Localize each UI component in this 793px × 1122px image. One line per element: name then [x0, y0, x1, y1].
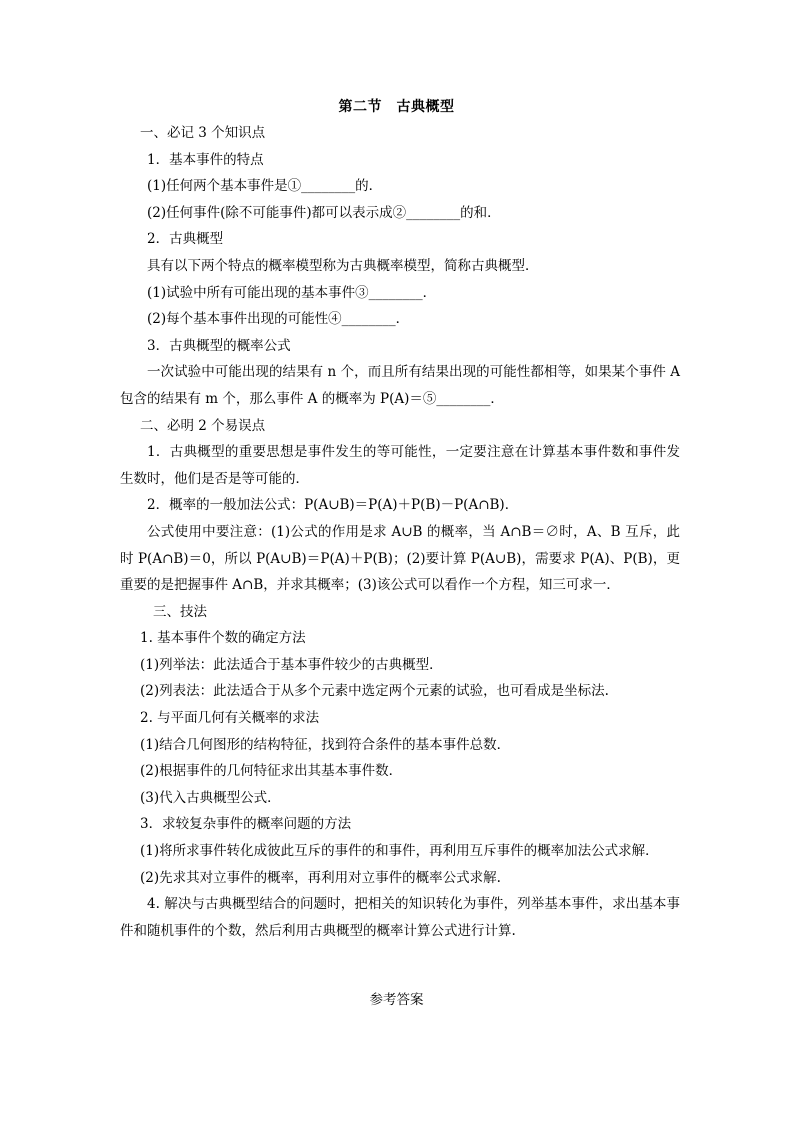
section-heading-1: 一、必记 3 个知识点: [140, 125, 266, 141]
text-line: (2)根据事件的几何特征求出其基本事件数．: [140, 763, 403, 780]
paragraph: 1．古典概型的重要思想是事件发生的等可能性，一定要注意在计算基本事件数和事件发生数时，他们是否是等可能的．: [120, 444, 680, 487]
paragraph: 公式使用中要注意：(1)公式的作用是求 A∪B 的概率，当 A∩B＝∅时，A、B 互斥，此时 P(A∩B)＝0，所以 P(A∪B)＝P(A)＋P(B)；(2)要计算 P(A∪B)，需要求 P(A)、P(B)，更重要的是把握事件 A∩B，并求其概率；(3)该公式可以看作一个方程，知三可求一．: [120, 523, 680, 594]
subheading-geometry: 2. 与平面几何有关概率的求法: [140, 710, 320, 727]
subheading-basic-event: 1．基本事件的特点: [147, 151, 264, 168]
text-line: (2)先求其对立事件的概率，再利用对立事件的概率公式求解.: [140, 869, 501, 886]
subheading-method-count: 1. 基本事件个数的确定方法: [140, 630, 306, 647]
answer-heading: 参考答案: [369, 992, 424, 1008]
text-line: 2．概率的一般加法公式：P(A∪B)＝P(A)＋P(B)－P(A∩B)．: [147, 497, 519, 514]
subheading-complex-events: 3．求较复杂事件的概率问题的方法: [140, 816, 352, 833]
section-heading-2: 二、必明 2 个易误点: [140, 417, 266, 434]
text-line: (2)每个基本事件出现的可能性④________．: [147, 311, 410, 328]
paragraph: 4. 解决与古典概型结合的问题时，把相关的知识转化为事件，列举基本事件，求出基本事件和随机事件的个数，然后利用古典概型的概率计算公式进行计算.: [120, 896, 680, 939]
text-line: (1)结合几何图形的结构特征，找到符合条件的基本事件总数．: [140, 736, 511, 753]
text-line: 具有以下两个特点的概率模型称为古典概率模型，简称古典概型．: [147, 257, 539, 274]
text-line: (1)试验中所有可能出现的基本事件③________．: [147, 284, 437, 301]
text-line: (1)列举法：此法适合于基本事件较少的古典概型．: [140, 656, 443, 673]
section-heading-3: 三、技法: [153, 603, 207, 620]
text-line: (2)列表法：此法适合于从多个元素中选定两个元素的试验，也可看成是坐标法.: [140, 683, 609, 700]
page-title: 第二节 古典概型: [338, 99, 455, 115]
subheading-probability-formula: 3．古典概型的概率公式: [147, 337, 291, 354]
text-line: (1)任何两个基本事件是①________的．: [147, 178, 383, 195]
document-body: [120, 120, 680, 944]
paragraph: 一次试验中可能出现的结果有 n 个，而且所有结果出现的可能性都相等，如果某个事件 A 包含的结果有 m 个，那么事件 A 的概率为 P(A)＝⑤________．: [120, 364, 680, 407]
text-line: (1)将所求事件转化成彼此互斥的事件的和事件，再利用互斥事件的概率加法公式求解．: [140, 843, 659, 860]
text-line: (2)任何事件(除不可能事件)都可以表示成②________的和．: [147, 204, 501, 221]
subheading-classical-model: 2．古典概型: [147, 231, 224, 248]
text-line: (3)代入古典概型公式．: [140, 789, 281, 806]
